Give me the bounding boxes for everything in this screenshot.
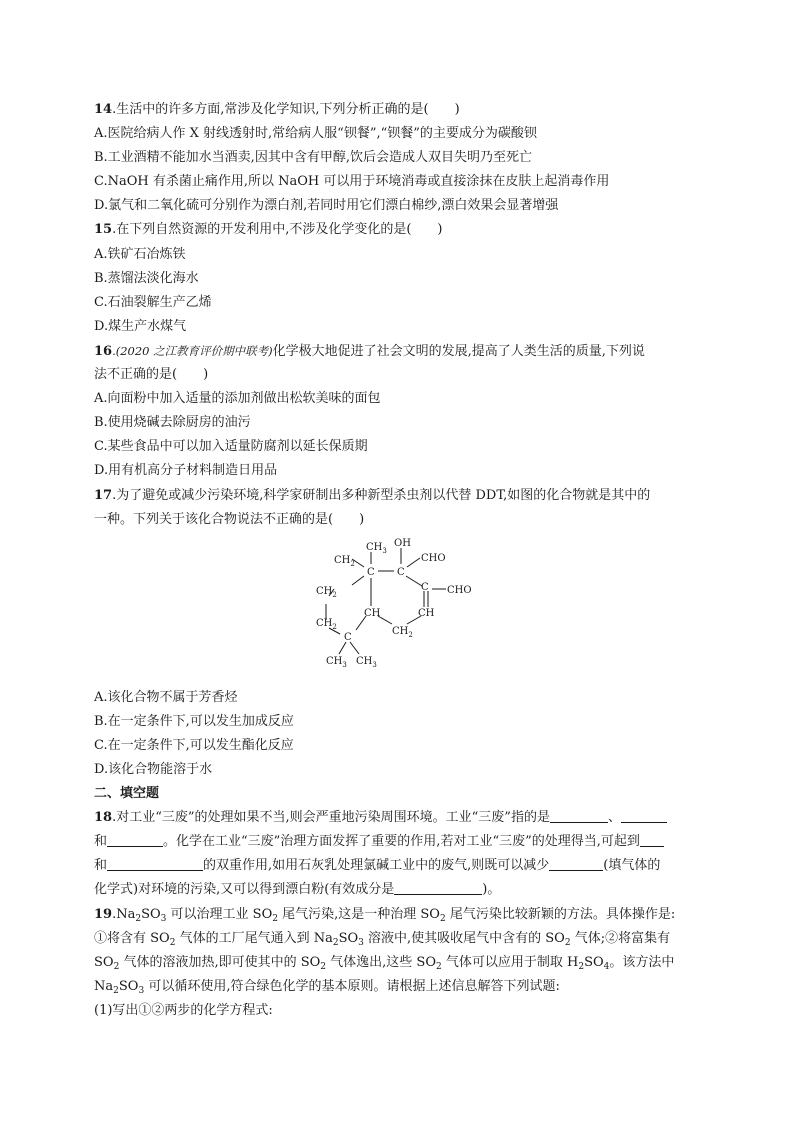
q19-subquestion-1: (1)写出①②两步的化学方程式: xyxy=(94,1002,273,1018)
q18-blank-4[interactable] xyxy=(640,832,664,847)
q17-option-d: D.该化合物能溶于水 xyxy=(94,761,213,777)
label-ch2-b: $CH_2$ xyxy=(316,585,337,599)
q19-line-3: $SO_2$ 气体的溶液加热,即可使其中的 $SO_2$ 气体逸出,这些 $SO_2$ 气体可以应用于制取 $H_2SO_4$。该方法中 xyxy=(94,954,675,972)
q19-line-1: $19.Na_2SO_3$ 可以治理工业 $SO_2$ 尾气污染,这是一种治理 $SO_2$ 尾气污染比较新颖的方法。具体操作是: xyxy=(94,906,676,924)
q17-stem-cont: 一种。下列关于该化合物说法不正确的是( ) xyxy=(94,511,365,527)
label-oh: OH xyxy=(394,537,411,549)
q19-line-2: ①将含有 $SO_2$ 气体的工厂尾气通入到 $Na_2SO_3$ 溶液中,使其吸收尾气中含有的 $SO_2$ 气体;②将富集有 xyxy=(94,930,671,948)
label-ch3-top: $CH_3$ xyxy=(366,541,387,555)
chemical-structure xyxy=(94,534,706,684)
label-c-3: C xyxy=(421,581,429,593)
section-heading-fill-in: 二、填空题 xyxy=(94,786,160,802)
label-ch2-c: $CH_2$ xyxy=(316,617,337,631)
q16-option-d: D.用有机高分子材料制造日用品 xyxy=(94,463,278,479)
q15-stem: 15.在下列自然资源的开发利用中,不涉及化学变化的是( ) xyxy=(94,222,443,238)
q14-option-b: B.工业酒精不能加水当酒卖,因其中含有甲醇,饮后会造成人双目失明乃至死亡 xyxy=(94,150,532,166)
label-ch-b: CH xyxy=(418,607,435,619)
label-cho-2: CHO xyxy=(447,584,472,596)
q18-line-1: 18.对工业“三废”的处理如果不当,则会严重地污染周围环境。工业“三废”指的是 、 xyxy=(94,806,706,830)
q16-number: 16 xyxy=(94,343,113,359)
q16-stem: 16.(2020 之江教育评价期中联考)化学极大地促进了社会文明的发展,提高了人类生活的质量,下列说 xyxy=(94,343,645,359)
q15-number: 15 xyxy=(94,222,113,238)
q15-option-c: C.石油裂解生产乙烯 xyxy=(94,294,212,310)
q18-blank-5[interactable] xyxy=(107,856,203,871)
q17-number: 17 xyxy=(94,487,113,503)
label-cho-1: CHO xyxy=(421,552,446,564)
q14-option-d: D.氯气和二氧化硫可分别作为漂白剂,若同时用它们漂白棉纱,漂白效果会显著增强 xyxy=(94,198,559,214)
label-ch-a: CH xyxy=(364,607,381,619)
q18-number: 18 xyxy=(94,810,113,826)
q18-blank-6[interactable] xyxy=(549,856,603,871)
label-c-4: C xyxy=(344,631,352,643)
label-ch3-right: $CH_3$ xyxy=(356,655,377,669)
q14-option-c: C.NaOH 有杀菌止痛作用,所以 NaOH 可以用于环境消毒或直接涂抹在皮肤上起消毒作用 xyxy=(94,174,610,190)
q18-blank-2[interactable] xyxy=(621,808,667,823)
q17-option-a: A.该化合物不属于芳香烃 xyxy=(94,689,238,705)
q16-option-c: C.某些食品中可以加入适量防腐剂以延长保质期 xyxy=(94,439,368,455)
structure-diagram xyxy=(304,534,504,682)
q18-blank-3[interactable] xyxy=(107,832,163,847)
q16-option-a: A.向面粉中加入适量的添加剂做出松软美味的面包 xyxy=(94,391,381,407)
q15-option-b: B.蒸馏法淡化海水 xyxy=(94,270,199,286)
q18-line-4: 化学式)对环境的污染,又可以得到漂白粉(有效成分是 )。 xyxy=(94,882,501,898)
q14-stem: 14.生活中的许多方面,常涉及化学知识,下列分析正确的是( ) xyxy=(94,102,460,117)
q15-option-d: D.煤生产水煤气 xyxy=(94,318,187,334)
q14-option-a: A.医院给病人作 X 射线透射时,常给病人服“钡餐”,“钡餐”的主要成分为碳酸钡 xyxy=(94,126,537,142)
label-c-2: C xyxy=(367,566,375,578)
q15-option-a: A.铁矿石冶炼铁 xyxy=(94,246,186,262)
exam-page xyxy=(94,98,706,1023)
label-ch2-d: $CH_2$ xyxy=(392,625,413,639)
q19-line-4: $Na_2SO_3$ 可以循环使用,符合绿色化学的基本原则。请根据上述信息解答下列试题: xyxy=(94,978,560,996)
q17-option-b: B.在一定条件下,可以发生加成反应 xyxy=(94,713,294,729)
q17-stem: 17.为了避免或减少污染环境,科学家研制出多种新型杀虫剂以代替 DDT,如图的化合物就是其中的 xyxy=(94,487,651,503)
q17-option-c: C.在一定条件下,可以发生酯化反应 xyxy=(94,737,294,753)
label-c-1: C xyxy=(397,566,405,578)
label-ch2-a: $CH_2$ xyxy=(334,554,355,568)
q14-number: 14 xyxy=(94,102,113,117)
q18-blank-7[interactable] xyxy=(394,880,482,895)
q18-line-3: 和 的双重作用,如用石灰乳处理氯碱工业中的废气,则既可以减少 (填气体的 xyxy=(94,858,661,874)
q16-stem-cont: 法不正确的是( ) xyxy=(94,367,209,383)
q19-number: 19 xyxy=(94,906,113,922)
label-ch3-left: $CH_3$ xyxy=(326,655,347,669)
q16-source: .(2020 之江教育评价期中联考) xyxy=(112,343,273,358)
q18-blank-1[interactable] xyxy=(550,808,608,823)
q16-option-b: B.使用烧碱去除厨房的油污 xyxy=(94,415,251,431)
q18-line-2: 和 。化学在工业“三废”治理方面发挥了重要的作用,若对工业“三废”的处理得当,可起到 xyxy=(94,830,706,854)
